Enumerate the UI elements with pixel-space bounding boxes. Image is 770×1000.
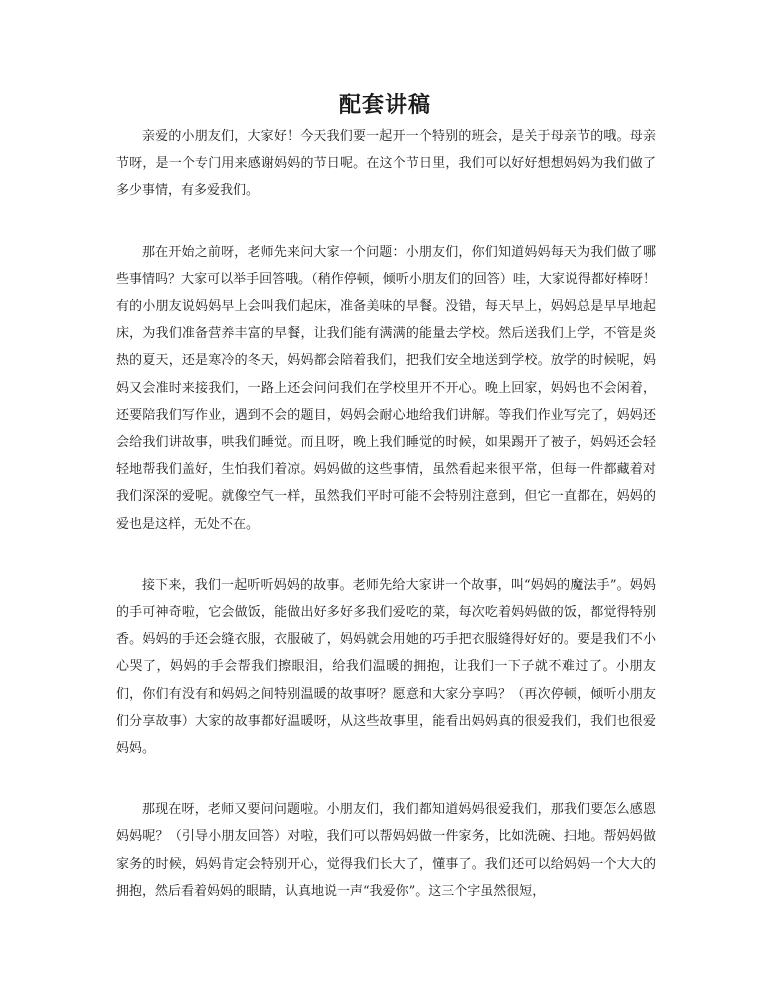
document-title: 配套讲稿 bbox=[338, 92, 431, 118]
paragraph-2: 那在开始之前呀，老师先来问大家一个问题：小朋友们，你们知道妈妈每天为我们做了哪些事情吗？大家可以举手回答哦。（稍作停顿，倾听小朋友们的回答）哇，大家说得都好棒呀！有的小朋友说妈妈早上会叫我们起床，准备美味的早餐。没错，每天早上，妈妈总是早早地起床，为我们准备营养丰富的早餐，让我们能有满满的能量去学校。然后送我们上学，不管是炎热的夏天，还是寒冷的冬天，妈妈都会陪着我们，把我们安全地送到学校。放学的时候呢，妈妈又会准时来接我们，一路上还会问问我们在学校里开不开心。晚上回家，妈妈也不会闲着，还要陪我们写作业，遇到不会的题目，妈妈会耐心地给我们讲解。等我们作业写完了，妈妈还会给我们讲故事，哄我们睡觉。而且呀，晚上我们睡觉的时候，如果踢开了被子，妈妈还会轻轻地帮我们盖好，生怕我们着凉。妈妈做的这些事情，虽然看起来很平常，但每一件都藏着对我们深深的爱呢。就像空气一样，虽然我们平时可能不会特别注意到，但它一直都在，妈妈的爱也是这样，无处不在。 bbox=[116, 244, 656, 532]
paragraph-1: 亲爱的小朋友们，大家好！今天我们要一起开一个特别的班会，是关于母亲节的哦。母亲节呀，是一个专门用来感谢妈妈的节日呢。在这个节日里，我们可以好好想想妈妈为我们做了多少事情，有多爱我们。 bbox=[116, 129, 656, 199]
document-body bbox=[116, 123, 656, 939]
paragraph-4: 那现在呀，老师又要问问题啦。小朋友们，我们都知道妈妈很爱我们，那我们要怎么感恩妈妈呢？（引导小朋友回答）对啦，我们可以帮妈妈做一件家务，比如洗碗、扫地。帮妈妈做家务的时候，妈妈肯定会特别开心，觉得我们长大了，懂事了。我们还可以给妈妈一个大大的拥抱，然后看着妈妈的眼睛，认真地说一声“我爱你”。这三个字虽然很短， bbox=[116, 802, 656, 899]
paragraph-3: 接下来，我们一起听听妈妈的故事。老师先给大家讲一个故事，叫“妈妈的魔法手”。妈妈的手可神奇啦，它会做饭，能做出好多好多我们爱吃的菜，每次吃着妈妈做的饭，都觉得特别香。妈妈的手还会缝衣服，衣服破了，妈妈就会用她的巧手把衣服缝得好好的。要是我们不小心哭了，妈妈的手会帮我们擦眼泪，给我们温暖的拥抱，让我们一下子就不难过了。小朋友们，你们有没有和妈妈之间特别温暖的故事呀？愿意和大家分享吗？（再次停顿，倾听小朋友们分享故事）大家的故事都好温暖呀，从这些故事里，能看出妈妈真的很爱我们，我们也很爱妈妈。 bbox=[116, 577, 656, 757]
